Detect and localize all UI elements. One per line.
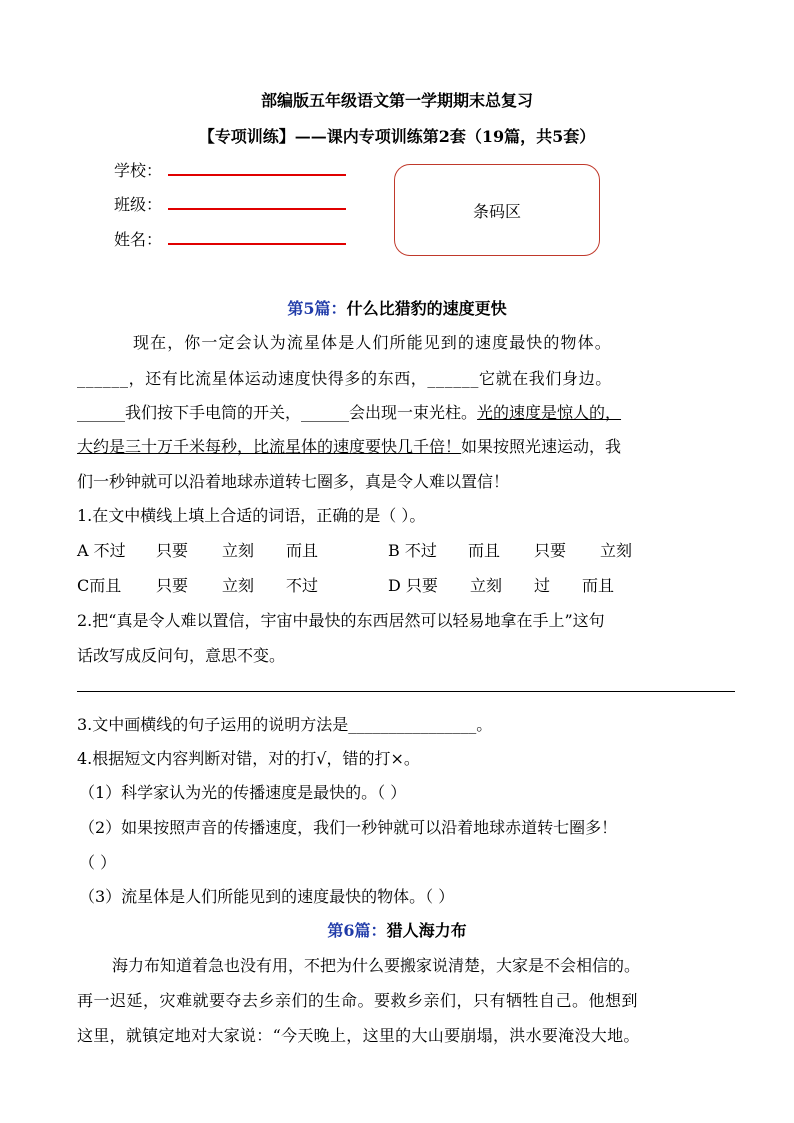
q1-option-c-word: 不过 [286,576,319,595]
page-subtitle: 【专项训练】——课内专项训练第2套（19篇，共5套） [198,127,596,146]
q1-option-c-word: 立刻 [222,576,255,595]
s6-para-line-2: 再一迟延，灾难就要夺去乡亲们的生命。要救乡亲们，只有牺牲自己。他想到 [77,991,639,1010]
name-field[interactable] [168,243,346,245]
q1-option-a-word: 立刻 [222,541,255,560]
q4-item-1: （1）科学家认为光的传播速度是最快的。（ ） [79,783,407,802]
s5-para-line-3 [77,400,621,423]
q3: 3.文中画横线的句子运用的说明方法是________________。 [77,715,493,734]
barcode-label: 条码区 [472,201,521,221]
s5-underlined-sentence-b: 大约是三十万千米每秒，比流星体的速度要快几千倍！ [77,437,462,456]
name-label: 姓名： [114,230,163,249]
q1-option-b-label: B 不过 [388,541,437,560]
q2-line-1: 2.把“真是令人难以置信，宇宙中最快的东西居然可以轻易地拿在手上”这句 [77,611,605,630]
s5-para-line-2: ______，还有比流星体运动速度快得多的东西，______它就在我们身边。 [77,369,612,388]
s5-para-line-5: 们一秒钟就可以沿着地球赤道转七圈多，真是令人难以置信！ [77,472,510,491]
class-label: 班级： [114,195,163,214]
q1-option-d-word: 而且 [582,576,615,595]
q1-option-c-label: C而且 [77,576,122,595]
section-5-title-text: 什么比猎豹的速度更快 [346,299,507,318]
class-field[interactable] [168,208,346,210]
q1-option-a-word: 只要 [156,541,189,560]
section-6-title [0,918,794,941]
q4-item-2: （2）如果按照声音的传播速度，我们一秒钟就可以沿着地球赤道转七圈多！ [79,818,618,837]
q2-answer-line[interactable] [77,691,735,692]
q1-option-a-word: 而且 [286,541,319,560]
s6-para-line-3: 这里，就镇定地对大家说：“今天晚上，这里的大山要崩塌，洪水要淹没大地。 [77,1026,640,1045]
s5-underlined-sentence-a: 光的速度是惊人的， [477,403,622,422]
q1-option-b-word: 立刻 [600,541,633,560]
q1-option-a-label: A 不过 [77,541,126,560]
q1-option-d-label: D 只要 [388,576,438,595]
school-label: 学校： [114,161,163,180]
section-5-prefix: 第5篇： [287,299,347,318]
page-title: 部编版五年级语文第一学期期末总复习 [260,91,533,110]
s5-para-line-3a: ______我们按下手电筒的开关，______会出现一束光柱。 [77,403,478,422]
q1-option-d-word: 过 [534,576,551,595]
school-field[interactable] [168,174,346,176]
section-5-title [0,296,794,319]
s5-para-line-4 [77,434,621,457]
q2-line-2: 话改写成反问句，意思不变。 [77,646,286,665]
q1-option-d-word: 立刻 [470,576,503,595]
q4-item-2-blank: （ ） [79,853,117,872]
barcode-area [394,164,600,256]
section-6-prefix: 第6篇： [327,921,387,940]
q4-item-3: （3）流星体是人们所能见到的速度最快的物体。（ ） [79,887,455,906]
q1-option-c-word: 只要 [156,576,189,595]
q1-option-b-word: 而且 [468,541,501,560]
q4-stem: 4.根据短文内容判断对错，对的打√，错的打×。 [77,749,420,768]
s5-para-line-1: 现在，你一定会认为流星体是人们所能见到的速度最快的物体。 [133,333,612,352]
s6-para-line-1: 海力布知道着急也没有用，不把为什么要搬家说清楚，大家是不会相信的。 [112,956,641,975]
s5-para-line-4b: 如果按照光速运动，我 [461,437,622,456]
q1-option-b-word: 只要 [534,541,567,560]
section-6-title-text: 猎人海力布 [386,921,467,940]
q1-stem: 1.在文中横线上填上合适的词语，正确的是（ ）。 [77,506,426,525]
